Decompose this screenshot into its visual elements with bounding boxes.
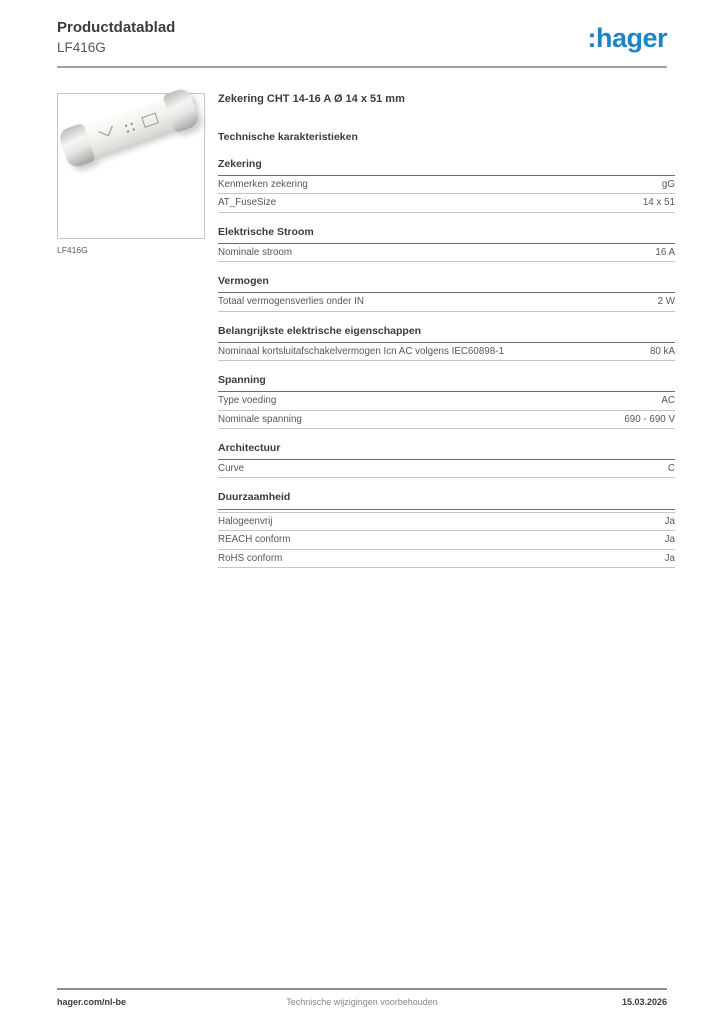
spec-label: Curve [218,463,245,475]
spec-sections [218,158,675,568]
section-rows [218,244,675,262]
section-title: Architectuur [218,442,675,460]
spec-label: Totaal vermogensverlies onder IN [218,296,364,308]
fuse-illustration [57,87,201,170]
spec-label: AT_FuseSize [218,197,277,209]
product-title: Zekering CHT 14-16 A Ø 14 x 51 mm [218,93,405,105]
footer-date: 15.03.2026 [621,997,667,1007]
print-rect-mark [141,113,159,128]
product-reference: LF416G [57,39,106,55]
section-title: Belangrijkste elektrische eigenschappen [218,325,675,343]
spec-value: 14 x 51 [642,197,675,209]
spec-label: Nominale spanning [218,413,302,425]
spec-label: Halogeenvrij [218,516,273,528]
spec-row [218,513,675,531]
spec-row [218,343,675,361]
spec-label: RoHS conform [218,552,283,564]
section-rows [218,343,675,361]
footer-website-link[interactable]: hager.com/nl-be [57,997,127,1007]
spec-row [218,194,675,212]
spec-value: C [667,463,675,475]
spec-value: 16 A [655,246,675,258]
main-content [218,93,675,568]
hager-logo: :hager [587,23,667,53]
product-image-frame [57,93,205,239]
doc-type-title: Productdatablad [57,19,176,36]
footer-divider [57,988,667,990]
print-dots-mark [124,121,137,136]
tech-characteristics-heading: Technische karakteristieken [218,131,358,144]
section-rows [218,392,675,429]
spec-section [218,275,675,311]
spec-row [218,460,675,478]
section-title: Duurzaamheid [218,491,675,509]
section-rows [218,512,675,568]
spec-row [218,176,675,194]
spec-row [218,531,675,549]
fuse-body [84,99,174,157]
spec-row [218,550,675,568]
product-image-caption: LF416G [57,245,88,255]
spec-row [218,293,675,311]
spec-label: Nominale stroom [218,246,293,258]
section-rows [218,176,675,213]
spec-section [218,158,675,213]
section-title: Zekering [218,158,675,176]
spec-value: 2 W [657,296,675,308]
section-rows [218,460,675,478]
spec-section [218,442,675,478]
spec-row [218,411,675,429]
spec-value: Ja [664,552,675,564]
section-title: Elektrische Stroom [218,226,675,244]
page-footer [57,997,667,1007]
page-header [57,19,667,56]
section-title: Vermogen [218,275,675,293]
chevron-mark-icon [98,122,112,136]
spec-section [218,226,675,262]
spec-section [218,325,675,361]
spec-value: gG [661,178,675,190]
spec-label: Kenmerken zekering [218,178,308,190]
spec-section [218,491,675,568]
spec-label: REACH conform [218,534,291,546]
section-title: Spanning [218,374,675,392]
spec-value: 690 - 690 V [624,413,675,425]
spec-row [218,244,675,262]
spec-value: Ja [664,534,675,546]
header-divider [57,66,667,68]
spec-value: Ja [664,516,675,528]
spec-label: Type voeding [218,395,277,407]
spec-value: AC [661,395,675,407]
header-title-block [57,19,175,56]
section-rows [218,293,675,311]
spec-section [218,374,675,429]
spec-row [218,392,675,410]
spec-value: 80 kA [649,345,675,357]
spec-label: Nominaal kortsluitafschakelvermogen Icn AC volgens IEC60898-1 [218,345,504,357]
footer-disclaimer: Technische wijzigingen voorbehouden [286,997,438,1007]
